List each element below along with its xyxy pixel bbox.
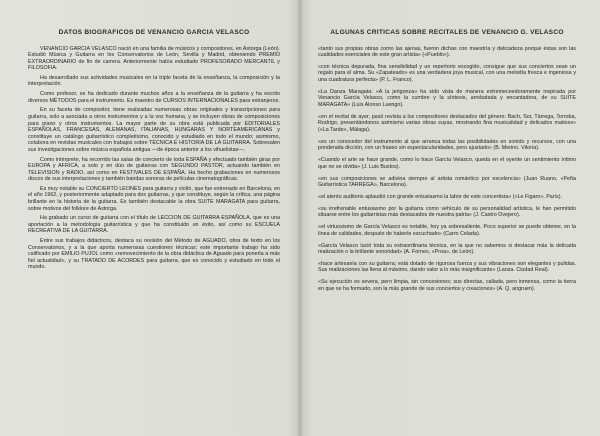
biography-paragraph: VENANCIO GARCIA VELASCO nació en una familia de músicos y compositores, en Astorga (León). Estudió Música y Guitarra en los Conservatorios de León, Sevilla y Madrid, obteniendo PREMIO EXTRAORDINARIO de fin de carrera. Anteriormente había estudiado PROFESORADO MERCANTIL y FILOSOFIA. bbox=[28, 45, 280, 72]
review-item: «el virtuosismo de García Velasco es notable, hoy ya sobresaliente. Poco superior se puede obtener, en la línea de calidades, después de haberle escuchado» (Carro Celada). bbox=[318, 224, 576, 237]
page-fold bbox=[297, 0, 303, 436]
review-item: «el atento auditorio aplaudió con grande entusiasmo la labor de este concertista» («Le Figaro», París). bbox=[318, 193, 563, 200]
review-item: «con técnica depurada, fina sensibilidad y un repertorio escogido, consigue que sus conciertos sean un regalo para el alma. Su «Zapateado» es una verdadera joya musical, con una melodía fresca e ingeniosa y una cuadratura perfecta» (P. L. Franco). bbox=[318, 63, 576, 84]
review-item: «La Danza Maragata: «A la jerigonza» ha sido vista de manera extremeceedoramente inspirada por Venancio García Velasco, como la cumbre y la síntesis, arrebatada y encantadora, de su SUITE MARAGATA» (Luis Alonso Luengo). bbox=[318, 88, 576, 108]
review-item: «en sus composiciones se adivina siempre al artista romántico por excelencia» (Juan Ruano, «Peña Guitarrística TARREGA», Barcelona). bbox=[318, 175, 576, 189]
review-item: «tanto sus propias obras como las ajenas, fueron dichas con maestría y delicadeza porque éstas son las cualidades esenciales de este gran artista» («Pueblo»). bbox=[318, 45, 576, 59]
review-item: «su irrefrenable entusiasmo por la guitarra como vehículo de su personalidad artística, le han permitido situarse entre los guitarristas más destacados de nuestra patria» (J. Castro Ovejero). bbox=[318, 205, 576, 219]
reviews-column bbox=[318, 30, 576, 298]
reviews-heading: ALGUNAS CRITICAS SOBRE RECITALES DE VENANCIO G. VELASCO bbox=[330, 29, 564, 36]
review-item: «en el recital de ayer, pasó revista a los compositores destacados del género: Bach, Sor, Tárrega, Torroba, Rodrigo, presentándonos asimismo varias obras suyas, mostrando fina musicalidad y delicados matices» («La Tarde», Málaga). bbox=[318, 113, 576, 133]
biography-paragraph: Ha desarrollado sus actividades musicales en la triple faceta de la enseñanza, la composición y la interpretación. bbox=[28, 74, 280, 88]
biography-paragraph: En su faceta de compositor, tiene realizadas numerosas obras originales y transcripciones para guitarra, solo a asociada a otros instrumentos y a la voz humana, y se incluyen obras de composiciones para piano y otros instrumentos. La mayor parte de su obra está publicada por EDITORIALES ESPAÑOLAS, FRANCESAS, ALEMANAS, ITALIANAS, HUNGARAS Y NORTEAMERICANAS y constituye un catálogo guitarrístico completísimo, conocido y estudiado en todo el mundo; asimismo, colabora en revistas musicales con trabajos sobre TÉCNICA E HISTORIA DE LA GUITARRA. Sobresalen sus investigaciones sobre música española antigua —de época anterior a los vihuelistas—. bbox=[28, 107, 280, 153]
review-item: «Cuando el arte se hace grande, como lo hace García Velasco, queda en el oyente un sentimiento íntimo que no se olvida» (J. Luis Bustos). bbox=[318, 157, 576, 170]
biography-paragraph: Ha grabado un curso de guitarra con el título de LECCION DE GUITARRA ESPAÑOLA, que es una aportación a la metodología guitarrística y que ha constituido un éxito, así como su ESCUELA RECREATIVA DE LA GUITARRA. bbox=[28, 215, 280, 235]
review-item: «Su ejecución es severa, pero limpia, sin concesiones; sus directas, callada, pero inmensa, como la tierra en que se ha formado, son la más grande de sus conciertos y creaciones» (A. Q. angruen). bbox=[318, 279, 576, 292]
review-item: «hace artesanía con su guitarra; está dotado de rigurosa fuerza y sus vibraciones son elegantes y pulidas. Sus realizaciones las llena al máximo, dando valor a lo más insignificante» (Lanza. Ciudad Real). bbox=[318, 260, 576, 274]
biography-heading: DATOS BIOGRAFICOS DE VENANCIO GARCIA VELASCO bbox=[58, 29, 250, 36]
biography-paragraph: Como intérprete, ha recorrido las salas de concierto de toda ESPAÑA y efectuado también giras por EUROPA y AFRICA, a solo y en dúo de guitarras con SEGUNDO PASTOR, actuando también en TELEVISION y RADIO, así como en FESTIVALES DE ESPAÑA. Ha hecho grabaciones en numerosos discos de sus interpretaciones y también bandas sonoras de películas cinematográficas. bbox=[28, 156, 280, 183]
biography-paragraph: Como profesor, se ha dedicado durante muchos años a la enseñanza de la guitarra y ha escrito diversos MÉTODOS para el instrumento. Es maestro de CURSOS INTERNACIONALES para extranjeros. bbox=[28, 91, 280, 104]
biography-paragraph: Es muy notable su CONCIERTO LEONES para guitarra y violín, que fue estrenado en Barcelona, en el año 1962, y posteriormente adaptado para dos guitarras, y que constituye, según la crítica, una página brillante en la historia de la guitarra. Es también destacable la obra SUITE MARAGATA para guitarra, sobre motivos del folklore de Astorga. bbox=[28, 185, 280, 212]
review-item: «es un conocedor del instrumento al que arranca todas las posibilidades en sonido y recursos, con una ponderada dicción, con un fraseo sin espectacularidades, pero ajustado» (B. Merino. Vitoria). bbox=[318, 138, 576, 152]
biography-paragraph: Entre sus trabajos didácticos, destaca su revisión del Método de AGUADO, obra de texto en los Conservatorios, y a la que aporta numerosas cuestiones técnicas; este importante trabajo ha sido calificado por EMILIO PUJOL como «removecimiento de la obra didáctica de Aguado para ponerla a más fiel actualidad», y su TRATADO DE ACORDES para guitarra, que es conocido y estudiado en todo el mundo. bbox=[28, 238, 280, 271]
review-item: «García Velasco lució toda su extraordinaria técnica, en la que no sabemos si destacar más la delicada matización o la brillante sonoridad» (A. Fornes, «Proa», de León). bbox=[318, 242, 576, 256]
biography-column bbox=[28, 30, 280, 274]
